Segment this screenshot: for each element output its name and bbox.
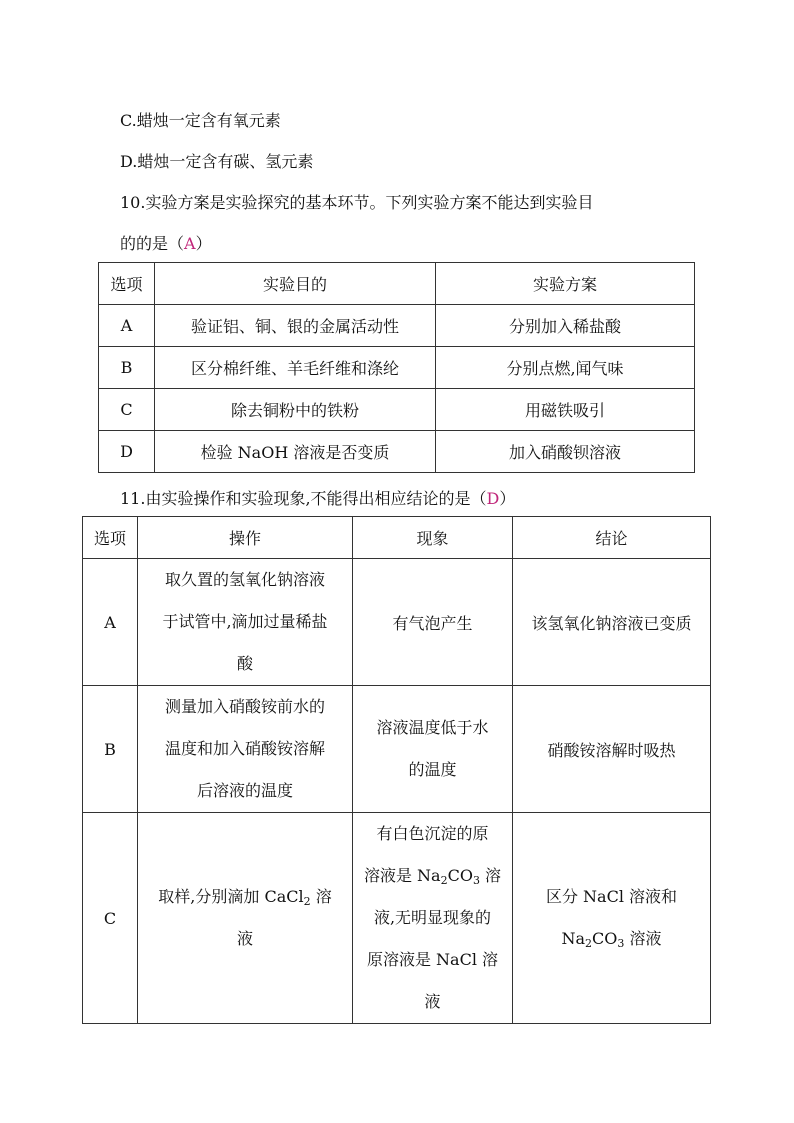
text-line: 酸 [236, 654, 253, 673]
q11-stem [120, 486, 515, 509]
table-row [99, 347, 695, 389]
text-line: 后溶液的温度 [196, 781, 293, 800]
table-header-row [99, 263, 695, 305]
cell-purpose: 检验 NaOH 溶液是否变质 [155, 431, 436, 473]
table-row [83, 686, 711, 813]
text-line: 测量加入硝酸铵前水的 [164, 697, 325, 716]
cell-plan: 分别点燃,闻气味 [436, 347, 695, 389]
header-phenomenon: 现象 [353, 517, 513, 559]
text-line: 液,无明显现象的 [373, 908, 492, 927]
cell-plan: 用磁铁吸引 [436, 389, 695, 431]
cell-option: A [99, 305, 155, 347]
text-line: 溶液是 $Na_2CO_3$ 溶 [363, 866, 502, 887]
header-purpose: 实验目的 [155, 263, 436, 305]
cell-phenomenon: 有气泡产生 [353, 559, 513, 686]
cell-operation [138, 686, 353, 813]
header-conclusion: 结论 [513, 517, 711, 559]
text-line: 区分 NaCl 溶液和 [545, 887, 678, 906]
cell-option: C [83, 813, 138, 1024]
q11-answer: D [486, 489, 500, 508]
cell-option: A [83, 559, 138, 686]
option-d-text: D.蜡烛一定含有碳、氢元素 [120, 152, 314, 171]
table-row [99, 389, 695, 431]
table-row [83, 559, 711, 686]
text-line: 的温度 [408, 760, 457, 779]
text-line: 液 [424, 992, 441, 1011]
cell-conclusion: 该氢氧化钠溶液已变质 [513, 559, 711, 686]
cell-option: C [99, 389, 155, 431]
text-line: $Na_2CO_3$ 溶液 [561, 929, 662, 950]
table-row [99, 431, 695, 473]
cell-conclusion: 硝酸铵溶解时吸热 [513, 686, 711, 813]
q10-answer: A [184, 234, 196, 253]
text-line: 取久置的氢氧化钠溶液 [164, 570, 325, 589]
text-line: 原溶液是 NaCl 溶 [366, 950, 499, 969]
text-line: 温度和加入硝酸铵溶解 [164, 739, 325, 758]
q11-stem-suffix: ） [499, 489, 516, 508]
cell-operation [138, 559, 353, 686]
cell-phenomenon [353, 813, 513, 1024]
q10-stem-line1: 10.实验方案是实验探究的基本环节。下列实验方案不能达到实验目 [120, 193, 594, 212]
cell-purpose: 验证铝、铜、银的金属活动性 [155, 305, 436, 347]
q11-stem-prefix: 11.由实验操作和实验现象,不能得出相应结论的是（ [120, 489, 487, 508]
cell-purpose: 区分棉纤维、羊毛纤维和涤纶 [155, 347, 436, 389]
cell-phenomenon [353, 686, 513, 813]
header-operation: 操作 [138, 517, 353, 559]
q11-table [82, 516, 711, 1024]
q10-stem-prefix: 的的是（ [120, 234, 185, 253]
table-header-row [83, 517, 711, 559]
option-c-text: C.蜡烛一定含有氧元素 [120, 111, 281, 130]
table-row [83, 813, 711, 1024]
cell-option: D [99, 431, 155, 473]
cell-plan: 加入硝酸钡溶液 [436, 431, 695, 473]
text-line: 液 [236, 929, 253, 948]
cell-conclusion [513, 813, 711, 1024]
text-line: 于试管中,滴加过量稀盐 [162, 612, 328, 631]
header-plan: 实验方案 [436, 263, 695, 305]
q10-stem-suffix: ） [195, 234, 212, 253]
text-line: 有白色沉淀的原 [376, 824, 489, 843]
cell-operation [138, 813, 353, 1024]
cell-option: B [83, 686, 138, 813]
header-option: 选项 [83, 517, 138, 559]
text-line: 取样,分别滴加 CaCl$_2$ 溶 [158, 887, 332, 908]
q10-stem-line2 [120, 231, 212, 254]
table-row [99, 305, 695, 347]
cell-option: B [99, 347, 155, 389]
q10-table [98, 262, 695, 473]
header-option: 选项 [99, 263, 155, 305]
cell-purpose: 除去铜粉中的铁粉 [155, 389, 436, 431]
text-line: 溶液温度低于水 [376, 718, 489, 737]
cell-plan: 分别加入稀盐酸 [436, 305, 695, 347]
